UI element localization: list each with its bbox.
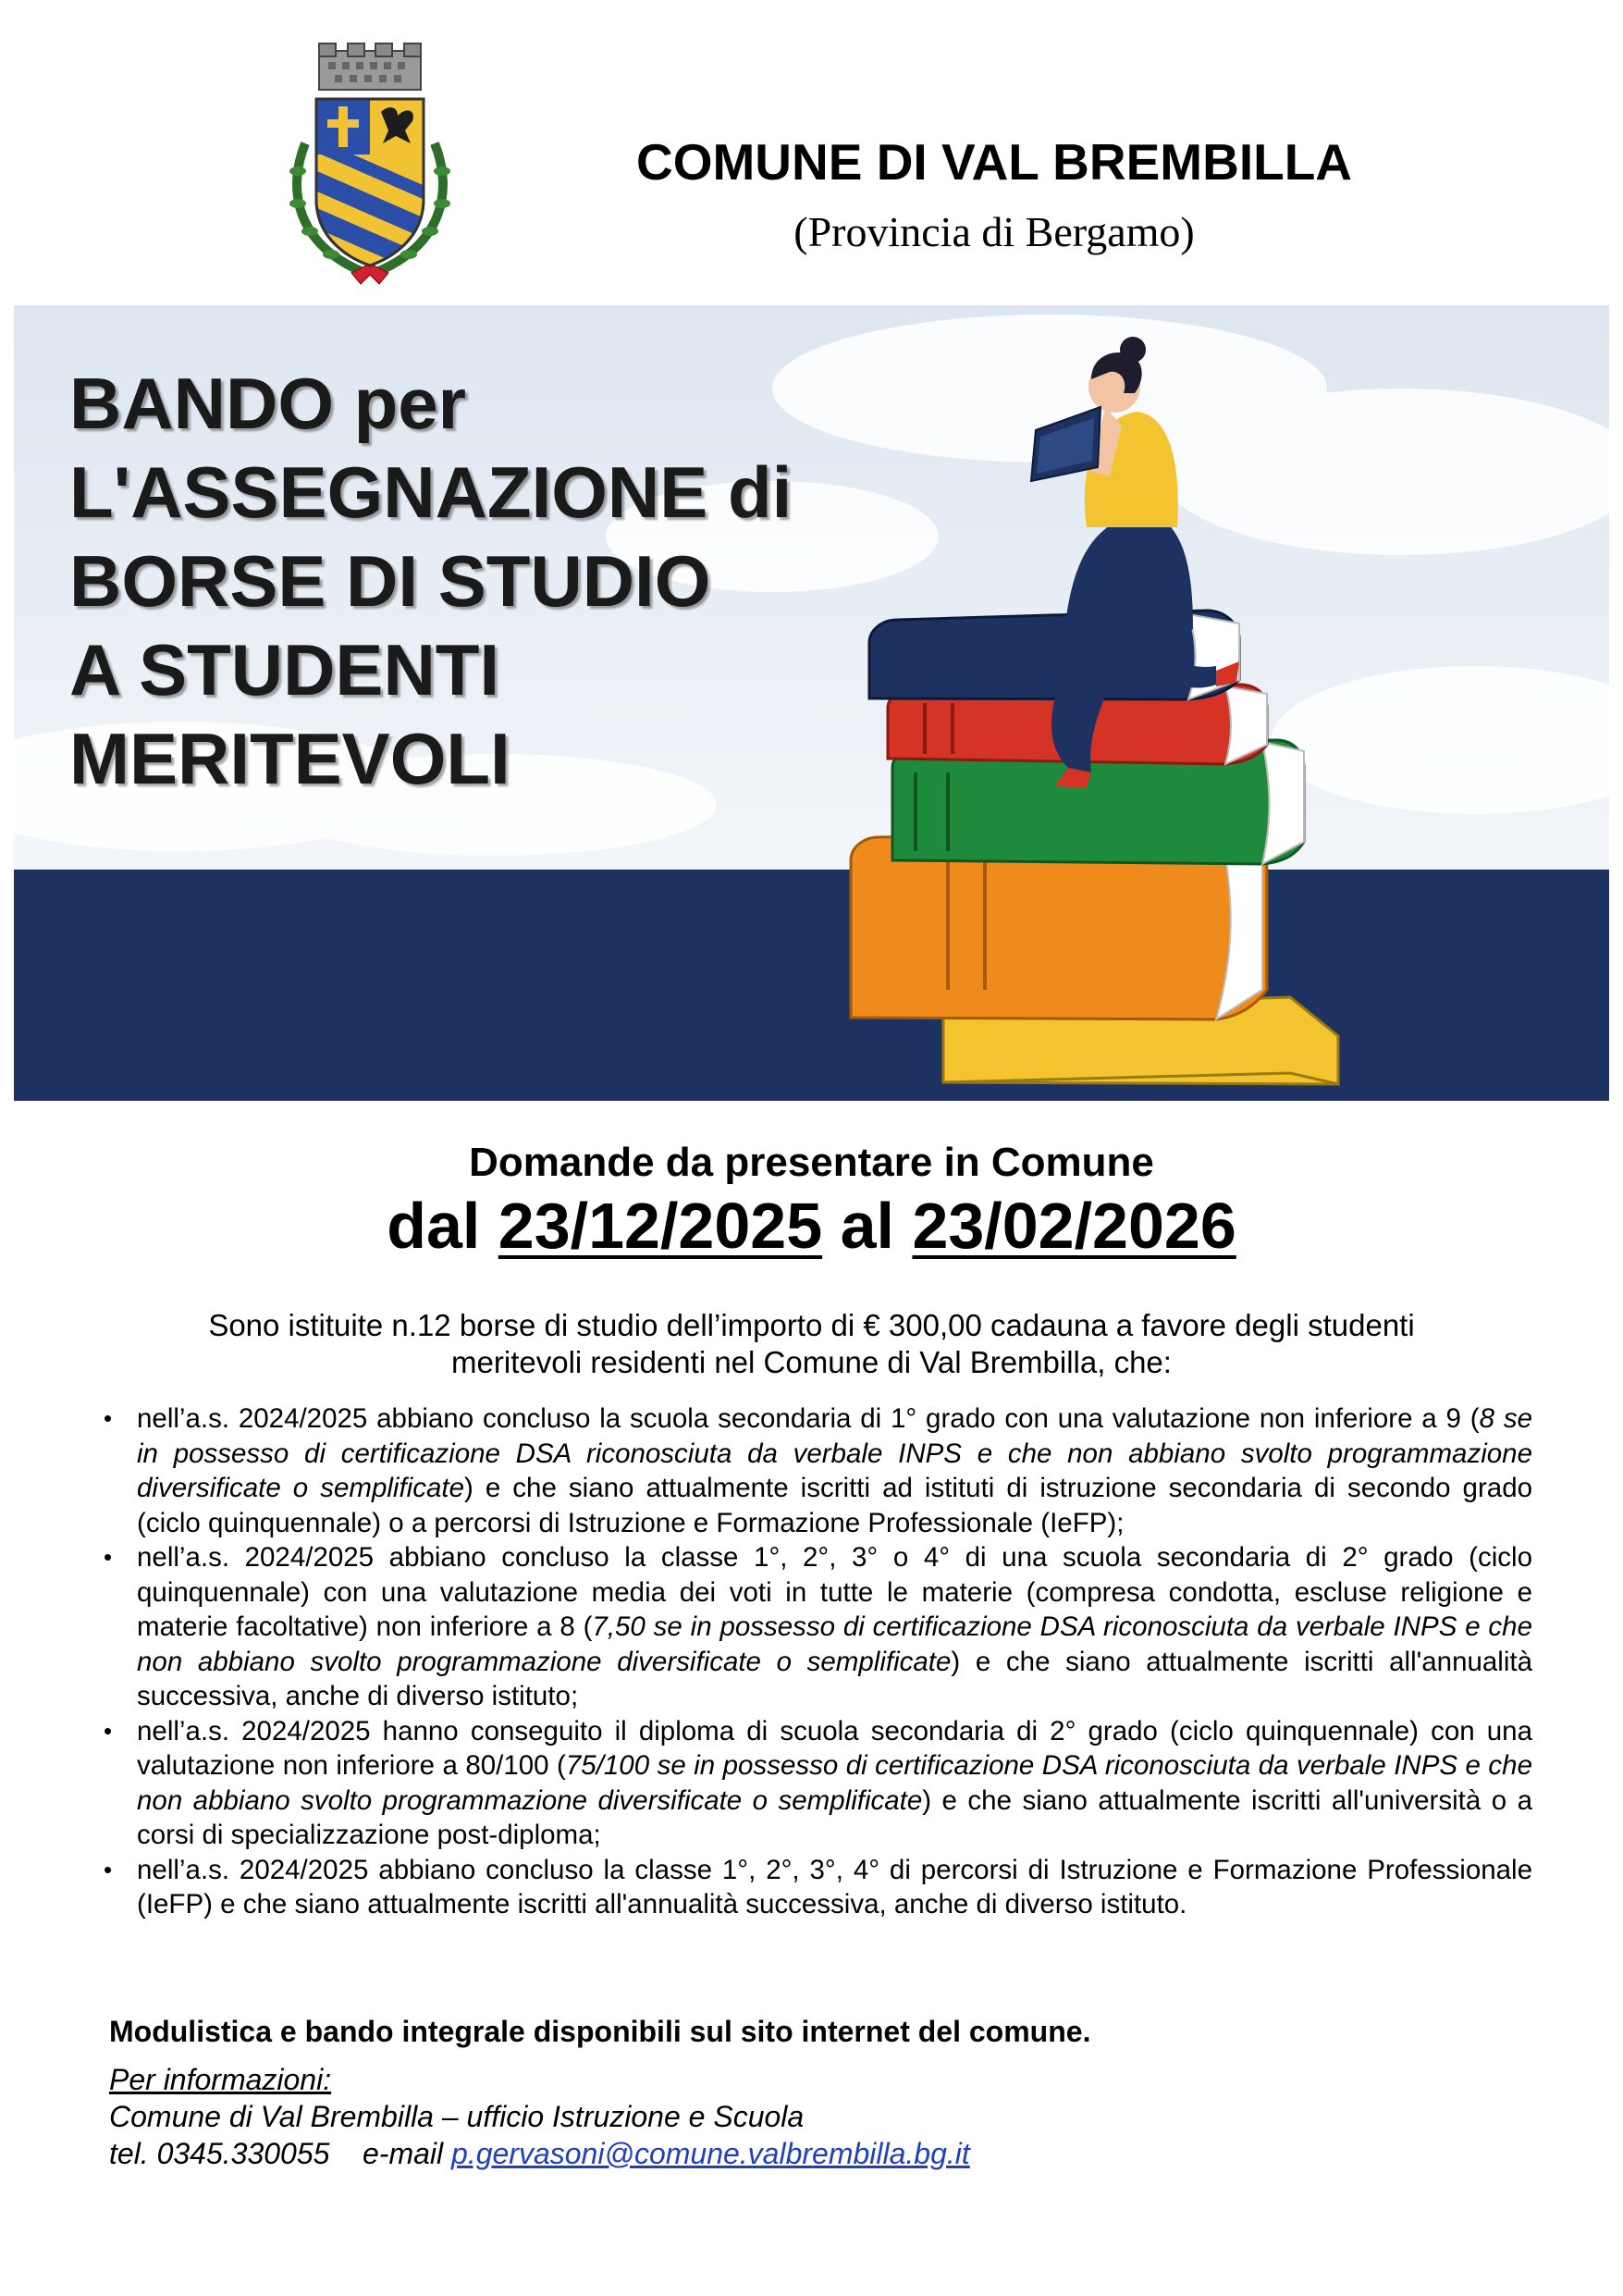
list-item (104, 1714, 1532, 1853)
criterion-text: nell’a.s. 2024/2025 abbiano concluso la classe 1°, 2°, 3° o 4° di una scuola secondaria di 2° grado (ciclo quinquennale) con una valutazione media dei voti in tutte le materie (compresa condotta, escluse religione e materie facoltative) non inferiore a 8 ( (137, 1542, 1532, 1642)
submission-heading: Domande da presentare in Comune (469, 1140, 1154, 1185)
end-date: 23/02/2026 (912, 1190, 1236, 1262)
submission-dates (0, 1190, 1623, 1262)
eligibility-criteria-list (104, 1401, 1532, 1922)
hero-banner (14, 305, 1609, 1101)
criterion-text: nell’a.s. 2024/2025 abbiano concluso la scuola secondaria di 1° grado con una valutazione non inferiore a 9 ( (137, 1403, 1480, 1434)
list-item (104, 1540, 1532, 1714)
bando-title-line: A STUDENTI (69, 629, 500, 710)
info-label: Per informazioni: (109, 2063, 332, 2096)
bando-title-line: MERITEVOLI (69, 718, 510, 799)
contact-line (109, 2135, 970, 2172)
email-link[interactable]: p.gervasoni@comune.valbrembilla.bg.it (451, 2137, 970, 2170)
bando-title-line: BANDO per (69, 363, 467, 444)
start-date: 23/12/2025 (498, 1190, 823, 1262)
bando-title (69, 359, 792, 803)
intro-line: Sono istituite n.12 borse di studio dell’importo di € 300,00 cadauna a favore degli studenti (208, 1308, 1415, 1342)
criterion-dsa-note: 7,50 se in possesso di certificazione DSA riconosciuta da verbale INPS e che non abbiano svolto programmazione diversificate o semplificate (137, 1611, 1532, 1677)
contact-info (109, 2061, 970, 2172)
criterion-dsa-note: 75/100 se in possesso di certificazione DSA riconosciuta da verbale INPS e che non abbiano svolto programmazione diversificate o semplificate (137, 1750, 1533, 1816)
criterion-text: ) e che siano attualmente iscritti ad istituti di istruzione secondaria di secondo grado (ciclo quinquennale) o a percorsi di Istruzione e Formazione Professionale (IeFP); (137, 1473, 1533, 1538)
criterion-text: ) e che siano attualmente iscritti all'annualità successiva, anche di diverso istituto; (137, 1646, 1533, 1711)
dates-middle: al (840, 1190, 894, 1262)
bando-title-line: BORSE DI STUDIO (69, 540, 711, 622)
intro-line: meritevoli residenti nel Comune di Val Brembilla, che: (451, 1345, 1172, 1379)
office-line: Comune di Val Brembilla – ufficio Istruzione e Scuola (109, 2100, 805, 2133)
bando-title-line: L'ASSEGNAZIONE di (69, 451, 793, 533)
criterion-dsa-note: 8 se in possesso di certificazione DSA riconosciuta da verbale INPS e che non abbiano svolto programmazione diversificate o semplificate (137, 1403, 1532, 1503)
list-item (104, 1401, 1532, 1540)
province-subtitle: (Provincia di Bergamo) (793, 208, 1195, 255)
criterion-text: ) e che siano attualmente iscritti all'università o a corsi di specializzazione post-diploma; (137, 1784, 1532, 1850)
criterion-text: nell’a.s. 2024/2025 abbiano concluso la classe 1°, 2°, 3°, 4° di percorsi di Istruzione e Formazione Professionale (IeFP) e che siano attualmente iscritti all'annualità successiva, anche di diverso istituto. (137, 1854, 1532, 1920)
municipality-title: COMUNE DI VAL BREMBILLA (635, 133, 1353, 191)
list-item (104, 1853, 1532, 1922)
modulistica-note: Modulistica e bando integrale disponibili sul sito internet del comune. (109, 2015, 1091, 2048)
criterion-text: nell’a.s. 2024/2025 hanno conseguito il diploma di scuola secondaria di 2° grado (ciclo quinquennale) con una valutazione non inferiore a 80/100 ( (137, 1715, 1532, 1781)
intro-paragraph (102, 1307, 1521, 1381)
municipal-coat-of-arms-icon (277, 42, 462, 291)
dates-prefix: dal (387, 1190, 481, 1262)
phone-number: tel. 0345.330055 (109, 2137, 330, 2170)
email-label: e-mail (363, 2137, 444, 2170)
